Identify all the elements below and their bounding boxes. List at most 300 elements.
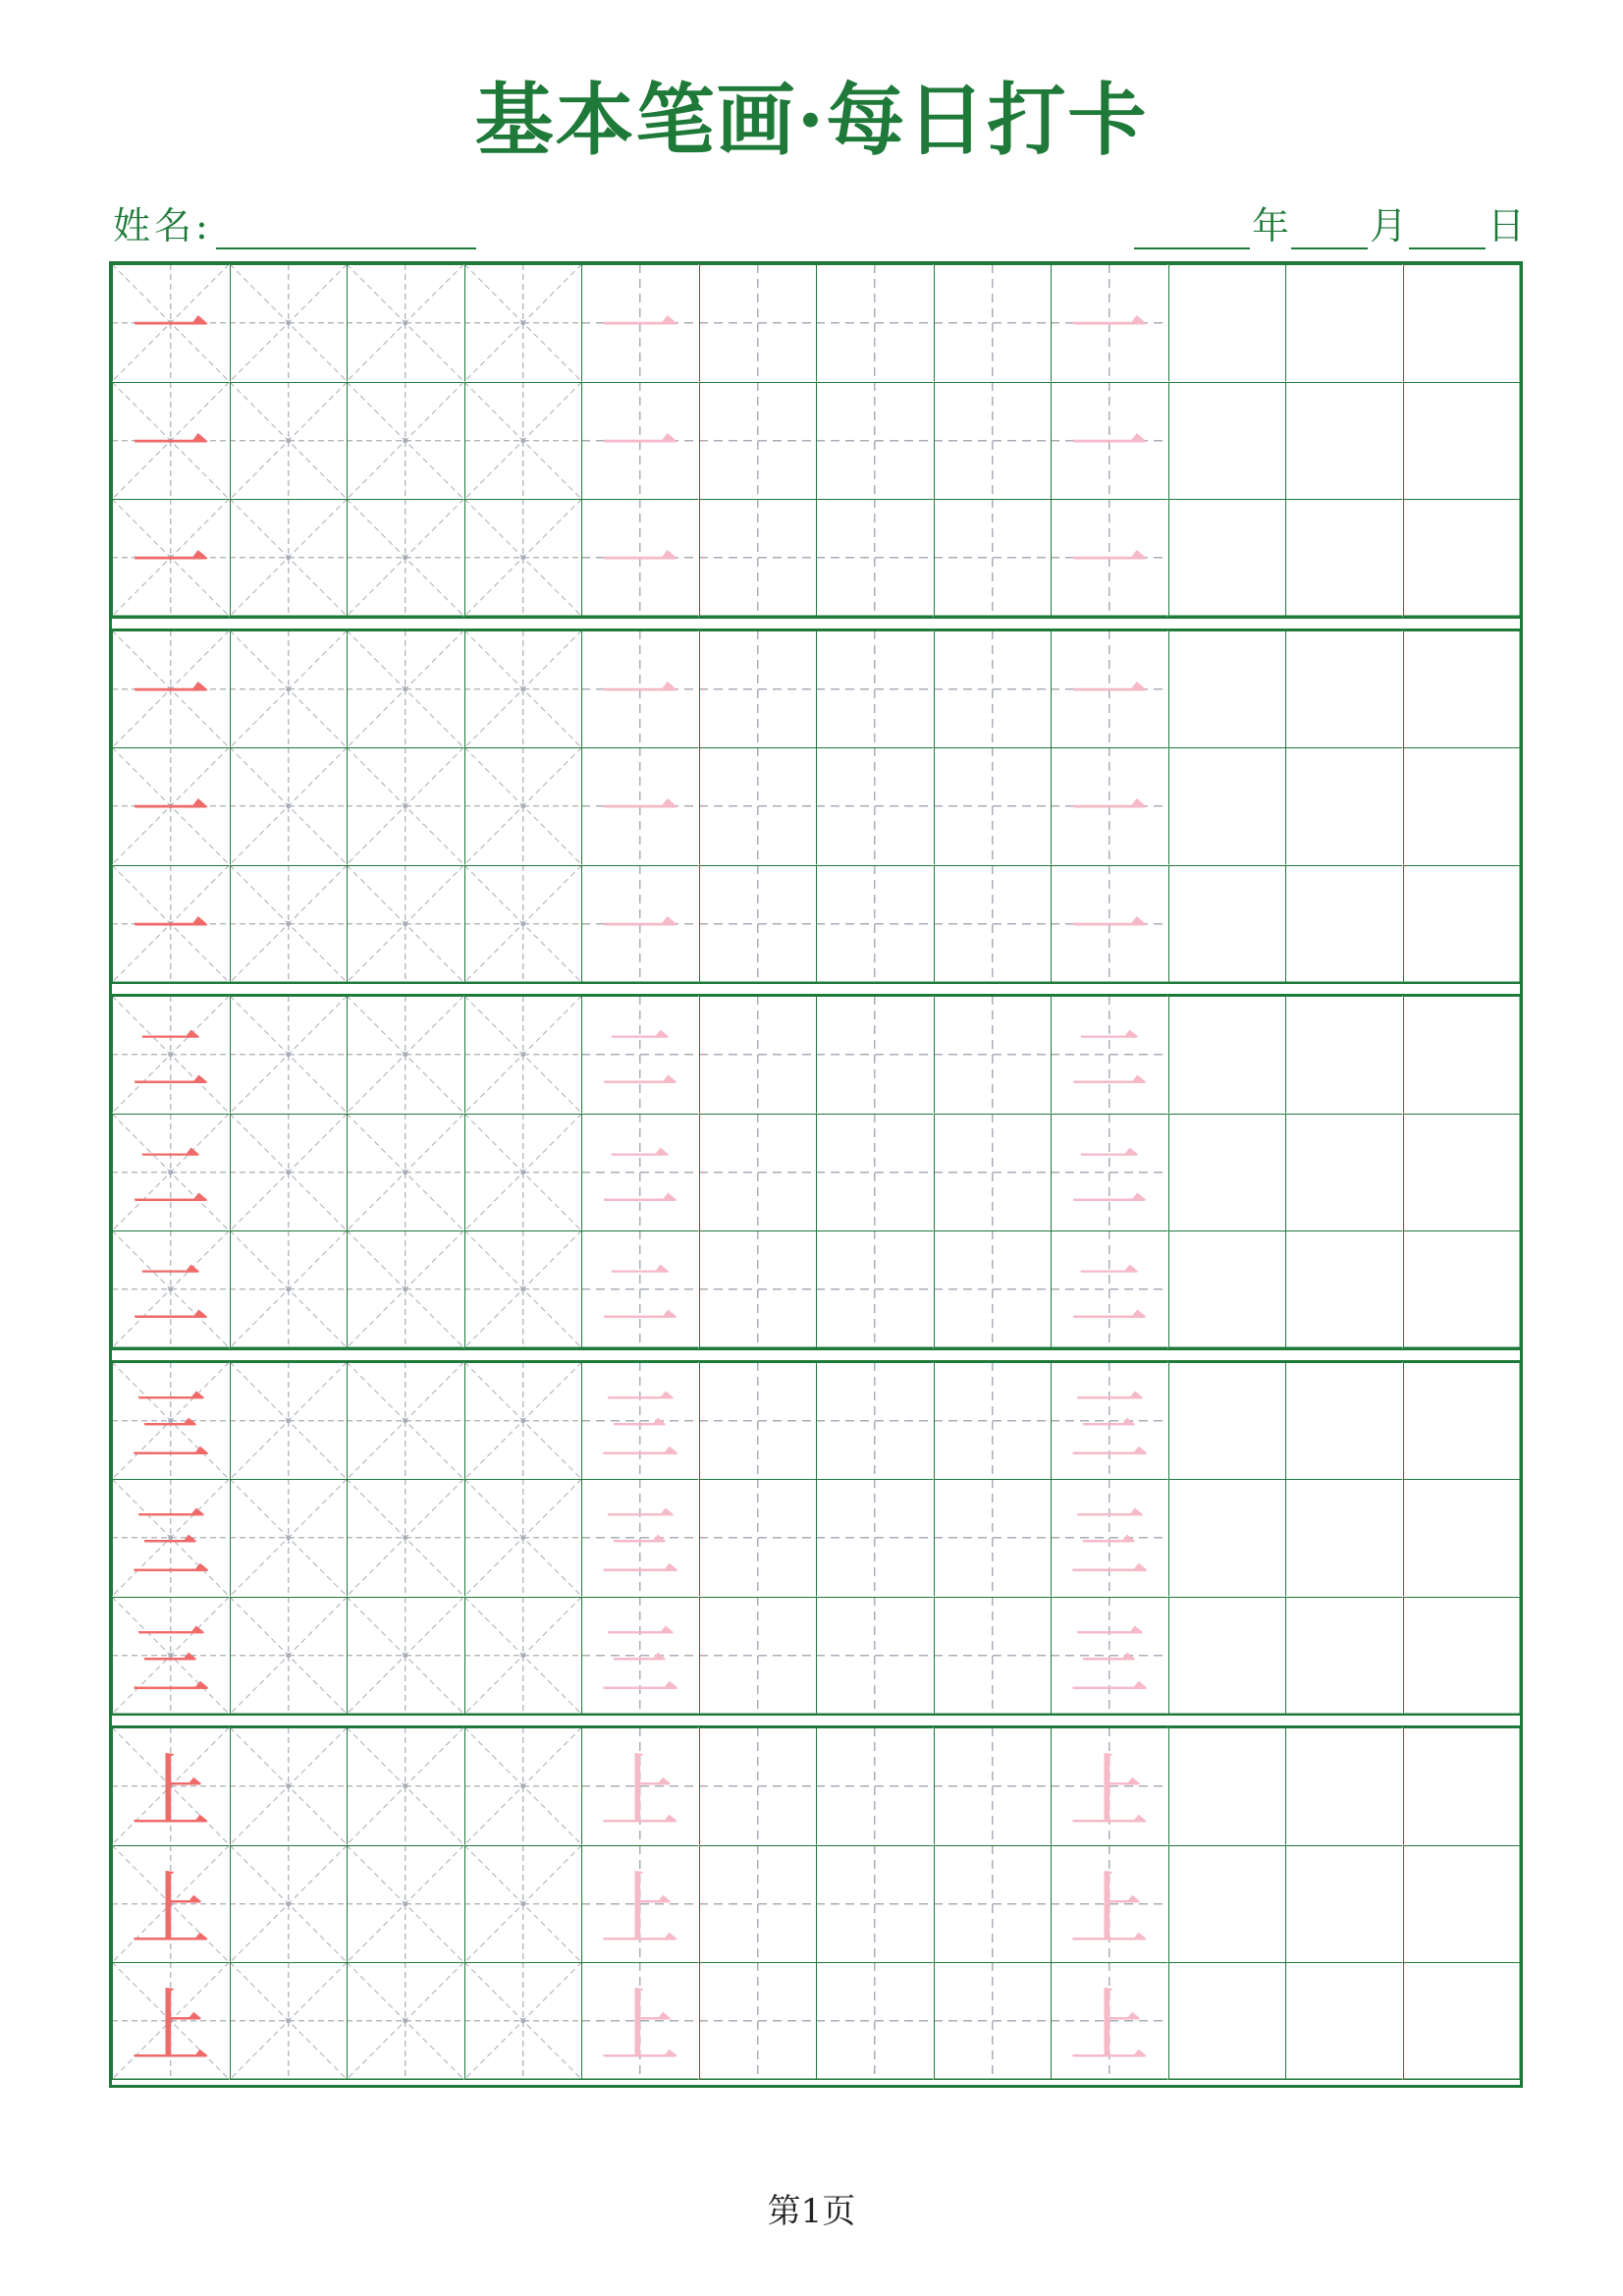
- model-character: 上: [130, 1746, 211, 1840]
- tian-grid-cell[interactable]: [934, 630, 1052, 748]
- tian-grid-cell[interactable]: [699, 1362, 817, 1480]
- trace-character: 上: [599, 1746, 680, 1840]
- tian-grid-cell[interactable]: [934, 1845, 1052, 1963]
- cell-guides: [230, 1845, 348, 1963]
- cell-guides: [230, 865, 348, 983]
- tian-grid-cell[interactable]: [699, 865, 817, 983]
- tian-grid-cell[interactable]: [581, 1114, 699, 1231]
- cell-guides: [816, 1597, 934, 1715]
- mi-grid-cell[interactable]: [230, 1597, 348, 1715]
- cell-guides: [1403, 382, 1521, 500]
- mi-grid-cell[interactable]: [347, 264, 464, 382]
- cell-guides: [1168, 1845, 1286, 1963]
- mi-grid-cell[interactable]: [347, 1597, 464, 1715]
- tian-grid-cell[interactable]: [699, 499, 817, 617]
- mi-grid-cell[interactable]: [112, 865, 230, 983]
- tian-grid-cell[interactable]: [581, 1230, 699, 1348]
- mi-grid-cell[interactable]: [230, 996, 348, 1114]
- cell-guides: [816, 1962, 934, 2080]
- cell-guides: [699, 865, 817, 983]
- trace-character: 一: [599, 518, 680, 612]
- cell-guides: [816, 1114, 934, 1231]
- mi-grid-cell[interactable]: [464, 747, 582, 865]
- cell-guides: [464, 747, 582, 865]
- mi-grid-cell[interactable]: [347, 1727, 464, 1845]
- tian-grid-cell[interactable]: [1051, 996, 1168, 1114]
- cell-guides: [230, 1597, 348, 1715]
- trace-character: 三: [599, 1614, 680, 1709]
- tian-grid-cell[interactable]: [934, 747, 1052, 865]
- mi-grid-cell[interactable]: [347, 382, 464, 500]
- cell-guides: [1403, 1727, 1521, 1845]
- trace-character: 一: [1068, 518, 1150, 612]
- tian-grid-cell[interactable]: [934, 382, 1052, 500]
- cell-guides: [230, 1962, 348, 2080]
- cell-guides: [1285, 996, 1403, 1114]
- name-input-line[interactable]: [216, 208, 476, 249]
- mi-grid-cell[interactable]: [112, 264, 230, 382]
- cell-guides: [699, 1727, 817, 1845]
- tian-grid-cell[interactable]: [934, 996, 1052, 1114]
- cell-guides: [1168, 382, 1286, 500]
- tian-grid-cell[interactable]: [581, 499, 699, 617]
- cell-guides: [699, 1362, 817, 1480]
- cell-guides: [816, 1230, 934, 1348]
- cell-guides: [464, 996, 582, 1114]
- cell-guides: [1168, 747, 1286, 865]
- cell-guides: [230, 996, 348, 1114]
- cell-guides: [1168, 1479, 1286, 1597]
- mi-grid-cell[interactable]: [464, 1845, 582, 1963]
- mi-grid-cell[interactable]: [112, 1479, 230, 1597]
- model-character: 一: [130, 883, 211, 977]
- blank-grid-cell[interactable]: [1403, 1727, 1521, 1845]
- cell-guides: [230, 1727, 348, 1845]
- blank-grid-cell[interactable]: [1285, 996, 1403, 1114]
- mi-grid-cell[interactable]: [347, 1230, 464, 1348]
- cell-guides: [347, 1727, 464, 1845]
- mi-grid-cell[interactable]: [112, 499, 230, 617]
- tian-grid-cell[interactable]: [1051, 865, 1168, 983]
- mi-grid-cell[interactable]: [347, 1479, 464, 1597]
- cell-guides: [464, 1479, 582, 1597]
- mi-grid-cell[interactable]: [464, 1727, 582, 1845]
- tian-grid-cell[interactable]: [1051, 1479, 1168, 1597]
- blank-grid-cell[interactable]: [1285, 865, 1403, 983]
- blank-grid-cell[interactable]: [1168, 382, 1286, 500]
- blank-grid-cell[interactable]: [1403, 747, 1521, 865]
- mi-grid-cell[interactable]: [112, 382, 230, 500]
- tian-grid-cell[interactable]: [1051, 264, 1168, 382]
- mi-grid-cell[interactable]: [347, 499, 464, 617]
- blank-grid-cell[interactable]: [1285, 1962, 1403, 2080]
- tian-grid-cell[interactable]: [581, 1362, 699, 1480]
- tian-grid-cell[interactable]: [581, 747, 699, 865]
- tian-grid-cell[interactable]: [699, 1597, 817, 1715]
- blank-grid-cell[interactable]: [1285, 747, 1403, 865]
- cell-guides: [1285, 1727, 1403, 1845]
- tian-grid-cell[interactable]: [699, 1114, 817, 1231]
- blank-grid-cell[interactable]: [1168, 1230, 1286, 1348]
- tian-grid-cell[interactable]: [581, 382, 699, 500]
- blank-grid-cell[interactable]: [1168, 1727, 1286, 1845]
- cell-guides: [1285, 1362, 1403, 1480]
- mi-grid-cell[interactable]: [112, 1962, 230, 2080]
- blank-grid-cell[interactable]: [1285, 1727, 1403, 1845]
- mi-grid-cell[interactable]: [347, 996, 464, 1114]
- tian-grid-cell[interactable]: [816, 865, 934, 983]
- tian-grid-cell[interactable]: [1051, 382, 1168, 500]
- tian-grid-cell[interactable]: [934, 1962, 1052, 2080]
- blank-grid-cell[interactable]: [1168, 1845, 1286, 1963]
- blank-grid-cell[interactable]: [1168, 1479, 1286, 1597]
- model-character: 二: [130, 1014, 211, 1109]
- tian-grid-cell[interactable]: [816, 996, 934, 1114]
- cell-guides: [464, 1597, 582, 1715]
- cell-guides: [1403, 1845, 1521, 1963]
- tian-grid-cell[interactable]: [1051, 1962, 1168, 2080]
- tian-grid-cell[interactable]: [816, 1845, 934, 1963]
- cell-guides: [934, 1362, 1052, 1480]
- mi-grid-cell[interactable]: [230, 630, 348, 748]
- mi-grid-cell[interactable]: [464, 1114, 582, 1231]
- cell-guides: [464, 1230, 582, 1348]
- blank-grid-cell[interactable]: [1168, 264, 1286, 382]
- cell-guides: [230, 382, 348, 500]
- tian-grid-cell[interactable]: [816, 499, 934, 617]
- mi-grid-cell[interactable]: [112, 1114, 230, 1231]
- blank-grid-cell[interactable]: [1403, 1479, 1521, 1597]
- blank-grid-cell[interactable]: [1168, 996, 1286, 1114]
- tian-grid-cell[interactable]: [816, 1597, 934, 1715]
- cell-guides: [1168, 1962, 1286, 2080]
- blank-grid-cell[interactable]: [1285, 1230, 1403, 1348]
- blank-grid-cell[interactable]: [1403, 1845, 1521, 1963]
- tian-grid-cell[interactable]: [1051, 1597, 1168, 1715]
- tian-grid-cell[interactable]: [934, 264, 1052, 382]
- tian-grid-cell[interactable]: [699, 1727, 817, 1845]
- cell-guides: [1168, 499, 1286, 617]
- mi-grid-cell[interactable]: [464, 1230, 582, 1348]
- blank-grid-cell[interactable]: [1285, 1845, 1403, 1963]
- practice-grid: [109, 261, 1523, 2088]
- blank-grid-cell[interactable]: [1403, 264, 1521, 382]
- tian-grid-cell[interactable]: [581, 264, 699, 382]
- cell-guides: [230, 499, 348, 617]
- cell-guides: [699, 630, 817, 748]
- tian-grid-cell[interactable]: [1051, 630, 1168, 748]
- tian-grid-cell[interactable]: [934, 1479, 1052, 1597]
- cell-guides: [1168, 1597, 1286, 1715]
- header-row: [113, 202, 1527, 251]
- tian-grid-cell[interactable]: [581, 630, 699, 748]
- tian-grid-cell[interactable]: [1051, 1114, 1168, 1231]
- cell-guides: [816, 1479, 934, 1597]
- tian-grid-cell[interactable]: [699, 1962, 817, 2080]
- cell-guides: [230, 1362, 348, 1480]
- tian-grid-cell[interactable]: [1051, 1727, 1168, 1845]
- trace-character: 一: [599, 883, 680, 977]
- year-input-line[interactable]: [1134, 208, 1250, 249]
- cell-guides: [464, 1727, 582, 1845]
- cell-guides: [699, 382, 817, 500]
- trace-character: 一: [1068, 766, 1150, 860]
- tian-grid-cell[interactable]: [581, 1479, 699, 1597]
- trace-character: 一: [599, 648, 680, 742]
- blank-grid-cell[interactable]: [1403, 1362, 1521, 1480]
- cell-guides: [1403, 865, 1521, 983]
- mi-grid-cell[interactable]: [112, 1597, 230, 1715]
- blank-grid-cell[interactable]: [1168, 1114, 1286, 1231]
- mi-grid-cell[interactable]: [112, 630, 230, 748]
- cell-guides: [1285, 1230, 1403, 1348]
- tian-grid-cell[interactable]: [934, 499, 1052, 617]
- cell-guides: [1285, 382, 1403, 500]
- group-separator-top: [112, 1714, 1520, 1716]
- model-character: 二: [130, 1131, 211, 1226]
- mi-grid-cell[interactable]: [464, 1362, 582, 1480]
- cell-guides: [934, 996, 1052, 1114]
- cell-guides: [699, 1597, 817, 1715]
- tian-grid-cell[interactable]: [581, 865, 699, 983]
- cell-guides: [699, 1845, 817, 1963]
- blank-grid-cell[interactable]: [1403, 382, 1521, 500]
- name-label: 姓名:: [113, 204, 212, 247]
- mi-grid-cell[interactable]: [230, 1479, 348, 1597]
- tian-grid-cell[interactable]: [934, 1597, 1052, 1715]
- trace-character: 上: [1068, 1863, 1150, 1957]
- blank-grid-cell[interactable]: [1168, 865, 1286, 983]
- cell-guides: [699, 996, 817, 1114]
- model-character: 三: [130, 1614, 211, 1709]
- cell-guides: [464, 865, 582, 983]
- tian-grid-cell[interactable]: [934, 1727, 1052, 1845]
- mi-grid-cell[interactable]: [464, 630, 582, 748]
- mi-grid-cell[interactable]: [230, 1727, 348, 1845]
- mi-grid-cell[interactable]: [347, 630, 464, 748]
- blank-grid-cell[interactable]: [1285, 1362, 1403, 1480]
- blank-grid-cell[interactable]: [1403, 1597, 1521, 1715]
- mi-grid-cell[interactable]: [347, 1362, 464, 1480]
- tian-grid-cell[interactable]: [816, 1962, 934, 2080]
- trace-character: 上: [599, 1863, 680, 1957]
- mi-grid-cell[interactable]: [112, 1230, 230, 1348]
- mi-grid-cell[interactable]: [230, 499, 348, 617]
- cell-guides: [699, 1479, 817, 1597]
- blank-grid-cell[interactable]: [1285, 264, 1403, 382]
- cell-guides: [230, 630, 348, 748]
- cell-guides: [1285, 747, 1403, 865]
- mi-grid-cell[interactable]: [112, 996, 230, 1114]
- cell-guides: [934, 1230, 1052, 1348]
- mi-grid-cell[interactable]: [464, 1962, 582, 2080]
- blank-grid-cell[interactable]: [1403, 630, 1521, 748]
- mi-grid-cell[interactable]: [112, 1727, 230, 1845]
- cell-guides: [816, 1845, 934, 1963]
- mi-grid-cell[interactable]: [230, 1230, 348, 1348]
- cell-guides: [464, 630, 582, 748]
- cell-guides: [1285, 1845, 1403, 1963]
- trace-character: 一: [599, 283, 680, 377]
- model-character: 一: [130, 518, 211, 612]
- tian-grid-cell[interactable]: [699, 1230, 817, 1348]
- tian-grid-cell[interactable]: [1051, 747, 1168, 865]
- month-input-line[interactable]: [1291, 208, 1368, 249]
- tian-grid-cell[interactable]: [816, 1479, 934, 1597]
- cell-guides: [1168, 264, 1286, 382]
- blank-grid-cell[interactable]: [1168, 747, 1286, 865]
- tian-grid-cell[interactable]: [699, 382, 817, 500]
- cell-guides: [347, 1114, 464, 1231]
- mi-grid-cell[interactable]: [347, 865, 464, 983]
- trace-character: 三: [599, 1498, 680, 1592]
- tian-grid-cell[interactable]: [1051, 499, 1168, 617]
- tian-grid-cell[interactable]: [816, 264, 934, 382]
- blank-grid-cell[interactable]: [1285, 1114, 1403, 1231]
- mi-grid-cell[interactable]: [230, 382, 348, 500]
- cell-guides: [1403, 1114, 1521, 1231]
- cell-guides: [1403, 996, 1521, 1114]
- trace-character: 上: [1068, 1746, 1150, 1840]
- cell-guides: [816, 996, 934, 1114]
- cell-guides: [230, 1479, 348, 1597]
- tian-grid-cell[interactable]: [699, 630, 817, 748]
- tian-grid-cell[interactable]: [581, 1962, 699, 2080]
- tian-grid-cell[interactable]: [934, 1230, 1052, 1348]
- mi-grid-cell[interactable]: [464, 1479, 582, 1597]
- tian-grid-cell[interactable]: [581, 996, 699, 1114]
- blank-grid-cell[interactable]: [1168, 630, 1286, 748]
- group-separator-top: [112, 1348, 1520, 1350]
- tian-grid-cell[interactable]: [816, 747, 934, 865]
- blank-grid-cell[interactable]: [1285, 499, 1403, 617]
- mi-grid-cell[interactable]: [464, 382, 582, 500]
- blank-grid-cell[interactable]: [1168, 1362, 1286, 1480]
- mi-grid-cell[interactable]: [230, 1114, 348, 1231]
- cell-guides: [699, 1230, 817, 1348]
- tian-grid-cell[interactable]: [1051, 1230, 1168, 1348]
- blank-grid-cell[interactable]: [1403, 1114, 1521, 1231]
- trace-character: 上: [599, 1981, 680, 2075]
- day-input-line[interactable]: [1409, 208, 1486, 249]
- tian-grid-cell[interactable]: [581, 1597, 699, 1715]
- cell-guides: [347, 1479, 464, 1597]
- cell-guides: [347, 382, 464, 500]
- blank-grid-cell[interactable]: [1285, 1479, 1403, 1597]
- tian-grid-cell[interactable]: [581, 1727, 699, 1845]
- cell-guides: [230, 1230, 348, 1348]
- cell-guides: [934, 264, 1052, 382]
- cell-guides: [464, 1362, 582, 1480]
- cell-guides: [934, 499, 1052, 617]
- tian-grid-cell[interactable]: [1051, 1362, 1168, 1480]
- blank-grid-cell[interactable]: [1403, 996, 1521, 1114]
- mi-grid-cell[interactable]: [464, 996, 582, 1114]
- mi-grid-cell[interactable]: [347, 1962, 464, 2080]
- mi-grid-cell[interactable]: [347, 1845, 464, 1963]
- tian-grid-cell[interactable]: [1051, 1845, 1168, 1963]
- mi-grid-cell[interactable]: [112, 747, 230, 865]
- cell-guides: [347, 1230, 464, 1348]
- mi-grid-cell[interactable]: [230, 1962, 348, 2080]
- blank-grid-cell[interactable]: [1168, 1962, 1286, 2080]
- trace-character: 二: [1068, 1249, 1150, 1343]
- mi-grid-cell[interactable]: [112, 1362, 230, 1480]
- cell-guides: [1285, 499, 1403, 617]
- tian-grid-cell[interactable]: [699, 1479, 817, 1597]
- tian-grid-cell[interactable]: [699, 996, 817, 1114]
- tian-grid-cell[interactable]: [699, 747, 817, 865]
- mi-grid-cell[interactable]: [112, 1845, 230, 1963]
- cell-guides: [347, 1845, 464, 1963]
- cell-guides: [816, 630, 934, 748]
- trace-character: 一: [1068, 283, 1150, 377]
- mi-grid-cell[interactable]: [230, 264, 348, 382]
- tian-grid-cell[interactable]: [699, 264, 817, 382]
- cell-guides: [1168, 1362, 1286, 1480]
- cell-guides: [816, 499, 934, 617]
- mi-grid-cell[interactable]: [230, 865, 348, 983]
- tian-grid-cell[interactable]: [816, 630, 934, 748]
- trace-character: 一: [599, 400, 680, 494]
- cell-guides: [347, 630, 464, 748]
- model-character: 一: [130, 283, 211, 377]
- mi-grid-cell[interactable]: [347, 1114, 464, 1231]
- mi-grid-cell[interactable]: [464, 865, 582, 983]
- cell-guides: [1168, 865, 1286, 983]
- tian-grid-cell[interactable]: [581, 1845, 699, 1963]
- blank-grid-cell[interactable]: [1285, 630, 1403, 748]
- model-character: 二: [130, 1249, 211, 1343]
- trace-character: 三: [1068, 1614, 1150, 1709]
- blank-grid-cell[interactable]: [1168, 499, 1286, 617]
- tian-grid-cell[interactable]: [934, 1114, 1052, 1231]
- tian-grid-cell[interactable]: [699, 1845, 817, 1963]
- tian-grid-cell[interactable]: [816, 1727, 934, 1845]
- mi-grid-cell[interactable]: [464, 499, 582, 617]
- tian-grid-cell[interactable]: [934, 1362, 1052, 1480]
- blank-grid-cell[interactable]: [1168, 1597, 1286, 1715]
- mi-grid-cell[interactable]: [464, 1597, 582, 1715]
- blank-grid-cell[interactable]: [1285, 1597, 1403, 1715]
- cell-guides: [816, 1362, 934, 1480]
- cell-guides: [816, 747, 934, 865]
- blank-grid-cell[interactable]: [1403, 1230, 1521, 1348]
- mi-grid-cell[interactable]: [230, 747, 348, 865]
- tian-grid-cell[interactable]: [816, 1362, 934, 1480]
- mi-grid-cell[interactable]: [230, 1845, 348, 1963]
- mi-grid-cell[interactable]: [347, 747, 464, 865]
- mi-grid-cell[interactable]: [464, 264, 582, 382]
- cell-guides: [1403, 1597, 1521, 1715]
- blank-grid-cell[interactable]: [1403, 1962, 1521, 2080]
- cell-guides: [1168, 996, 1286, 1114]
- tian-grid-cell[interactable]: [816, 1114, 934, 1231]
- tian-grid-cell[interactable]: [934, 865, 1052, 983]
- mi-grid-cell[interactable]: [230, 1362, 348, 1480]
- date-field: [1134, 202, 1527, 249]
- trace-character: 二: [599, 1249, 680, 1343]
- blank-grid-cell[interactable]: [1285, 382, 1403, 500]
- blank-grid-cell[interactable]: [1403, 499, 1521, 617]
- cell-guides: [1168, 1114, 1286, 1231]
- trace-character: 二: [599, 1014, 680, 1109]
- blank-grid-cell[interactable]: [1403, 865, 1521, 983]
- trace-character: 一: [1068, 883, 1150, 977]
- page-title: 基本笔画·每日打卡: [474, 74, 1149, 166]
- tian-grid-cell[interactable]: [816, 382, 934, 500]
- tian-grid-cell[interactable]: [816, 1230, 934, 1348]
